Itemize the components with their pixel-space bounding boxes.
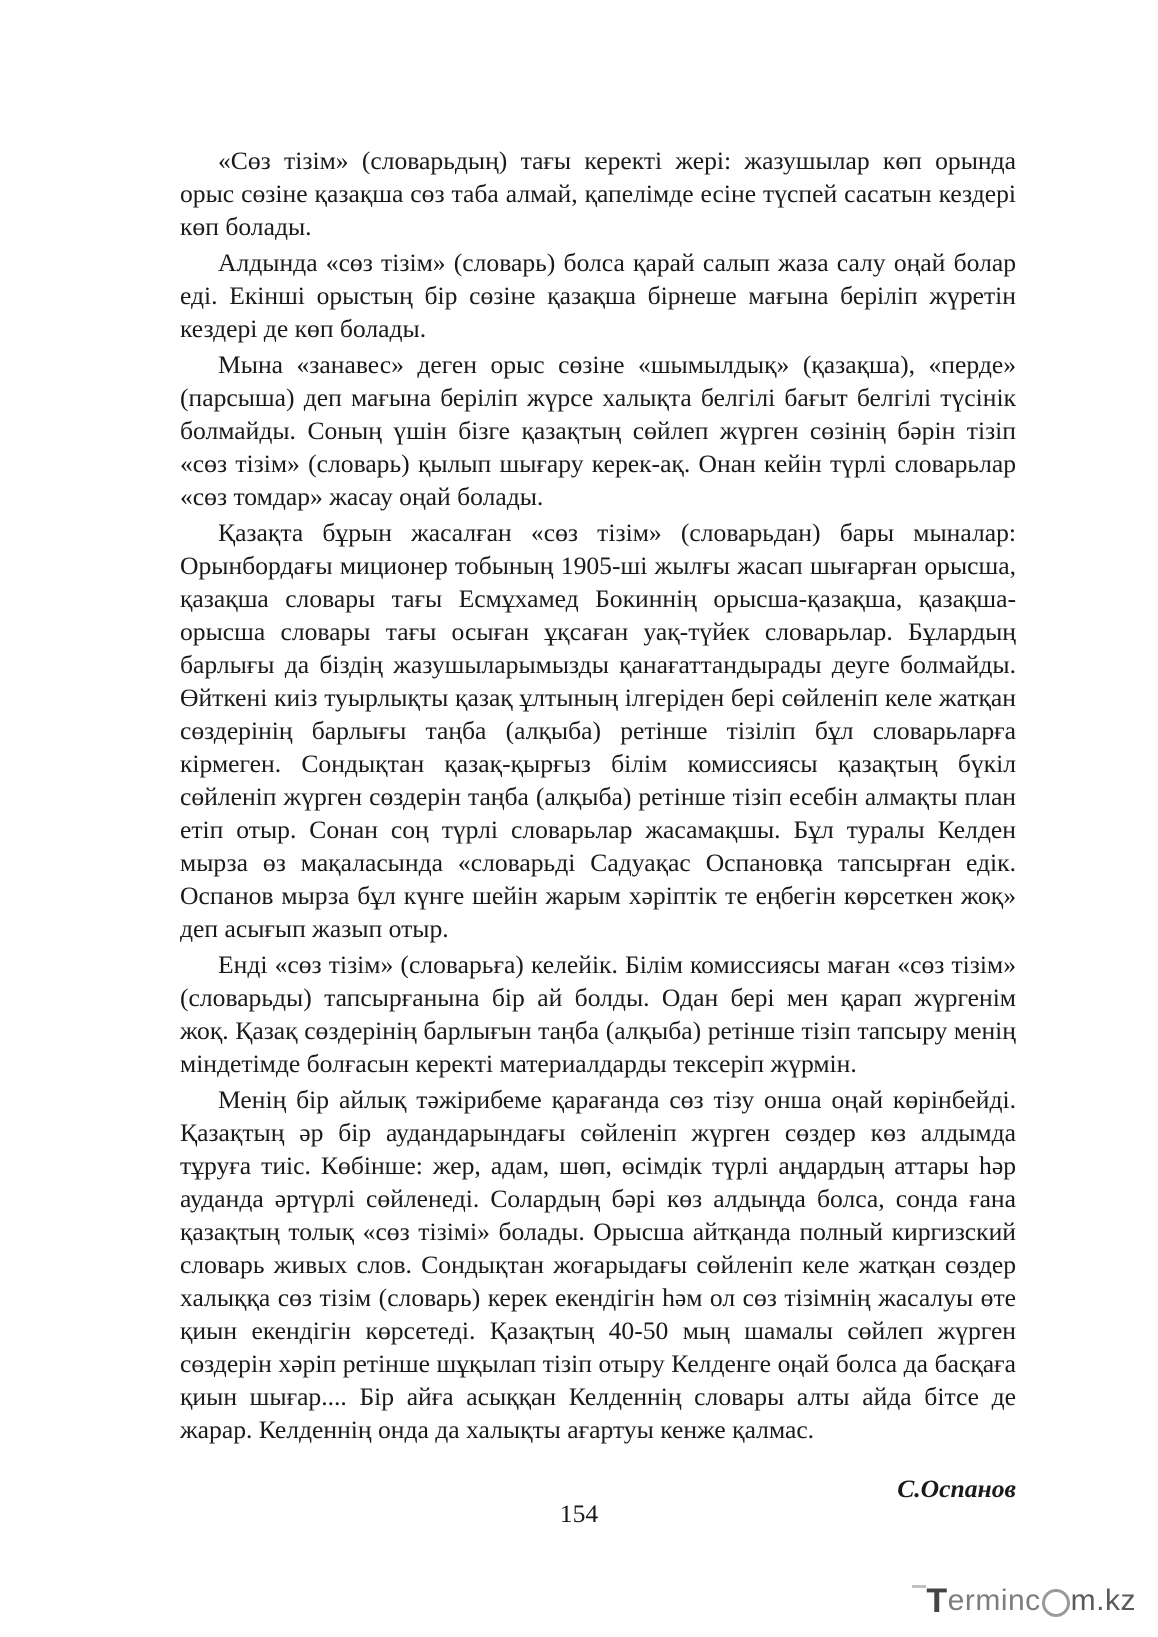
paragraph-2: Алдында «сөз тізім» (словарь) болса қарай салып жаза салу оңай болар еді. Екінші орыстың бір сөзіне қазақша бірнеше мағына беріліп жүретін кездері де көп болады. — [180, 248, 1016, 343]
watermark-letter-t: T — [926, 1581, 948, 1620]
watermark-circle-icon — [1042, 1589, 1070, 1617]
watermark-text-ermin: ermin — [947, 1584, 1026, 1617]
paragraph-5: Енді «сөз тізім» (словарьға) келейік. Білім комиссиясы маған «сөз тізім» (словарьды) тапсырғанына бір ай болды. Одан бері мен қарап жүргенім жоқ. Қазақ сөздерінің барлығын таңба (алқыба) ретінше тізіп тапсыру менің міндетімде болғасын керекті материалдарды тексеріп жүрмін. — [180, 950, 1016, 1078]
paragraph-4: Қазақта бұрын жасалған «сөз тізім» (словарьдан) бары мыналар: Орынбордағы миционер тобының 1905-ші жылғы жасап шығарған орысша, қазақша словары тағы Есмұхамед Бокиннің орысша-қазақша, қазақша-орысша словары тағы осыған ұқсаған уақ-түйек словарьлар. Бұлардың барлығы да біздің жазушыларымызды қанағаттандырады деуге болмайды. Өйткені киіз туырлықты қазақ ұлтының ілгеріден бері сөйленіп келе жатқан сөздерінің барлығы таңба (алқыба) ретінше тізіліп бұл словарьларға кірмеген. Сондықтан қазақ-қырғыз білім комиссиясы қазақтың бүкіл сөйленіп жүрген сөздерін таңба (алқыба) ретінше тізіп есебін алмақты план етіп отыр. Сонан соң түрлі словарьлар жасамақшы. Бұл туралы Келден мырза өз мақаласында «словарьді Садуақас Оспановқа тапсырған едік. Оспанов мырза бұл күнге шейін жарым хәріптік те еңбегін көрсеткен жоқ» деп асығып жазып отыр. — [180, 518, 1016, 943]
watermark-text-mkz: m.kz — [1070, 1584, 1136, 1617]
page-number: 154 — [559, 1499, 599, 1528]
author-signature: С.Оспанов — [897, 1474, 1016, 1503]
termincom-watermark-logo — [926, 1583, 1136, 1619]
paragraph-1: «Сөз тізім» (словарьдың) тағы керекті жері: жазушылар көп орында орыс сөзіне қазақша сөз таба алмай, қапелімде есіне түспей сасатын кездері көп болады. — [180, 146, 1016, 241]
paragraph-3: Мына «занавес» деген орыс сөзіне «шымылдық» (қазақша), «перде» (парсыша) деп мағына беріліп жүрсе халықта белгілі бағыт белгілі түсінік болмайды. Соның үшін бізге қазақтың сөйлеп жүрген сөзінің бәрін тізіп «сөз тізім» (словарь) қылып шығару керек-ақ. Онан кейін түрлі словарьлар «сөз томдар» жасау оңай болады. — [180, 350, 1016, 511]
document-page — [180, 144, 1016, 1505]
paragraph-6: Менің бір айлық тәжірибеме қарағанда сөз тізу онша оңай көрінбейді. Қазақтың әр бір аудандарындағы сөйленіп жүрген сөздер көз алдымда тұруға тиіс. Көбінше: жер, адам, шөп, өсімдік түрлі аңдардың аттары һәр ауданда әртүрлі сөйленеді. Солардың бәрі көз алдыңда болса, сонда ғана қазақтың толық «сөз тізімі» болады. Орысша айтқанда полный киргизский словарь живых слов. Сондықтан жоғарыдағы сөйленіп келе жатқан сөздер халыққа сөз тізім (словарь) керек екендігін һәм ол сөз тізімнің жасалуы өте қиын екендігін көрсетеді. Қазақтың 40-50 мың шамалы сөйлеп жүрген сөздерін хәріп ретінше шұқылап тізіп отыру Келденге оңай болса да басқаға қиын шығар.... Бір айға асыққан Келденнің словары алты айда бітсе де жарар. Келденнің онда да халықты ағартуы кенже қалмас. — [180, 1085, 1016, 1444]
watermark-text-c: c — [1025, 1584, 1041, 1617]
